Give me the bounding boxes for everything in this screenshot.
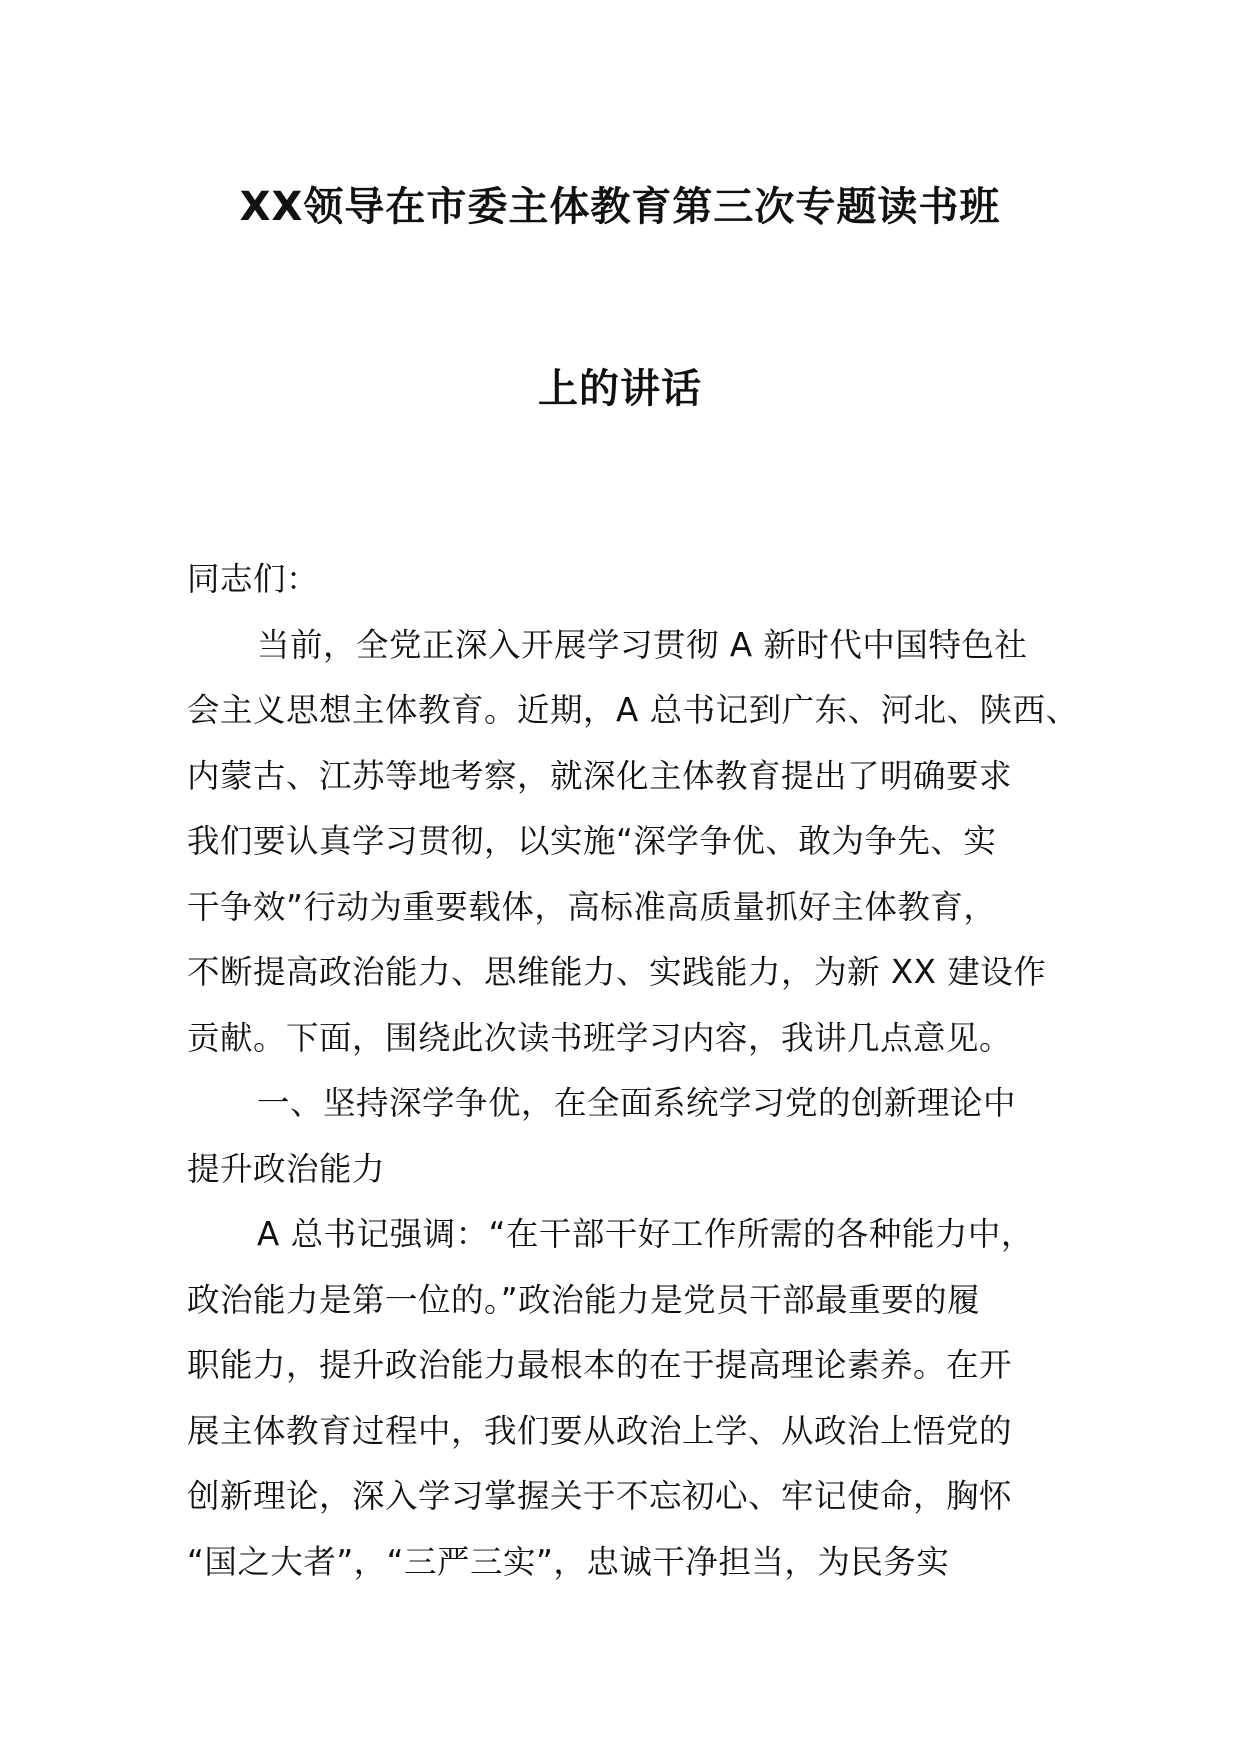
body-line: 贡献。下面，围绕此次读书班学习内容，我讲几点意见。 [187, 1018, 1013, 1057]
document-title-line-1: XX领导在市委主体教育第三次专题读书班 [239, 184, 1001, 230]
body-line: A 总书记强调：“在干部干好工作所需的各种能力中， [257, 1215, 1034, 1253]
body-line: 政治能力是第一位的。”政治能力是党员干部最重要的履 [187, 1280, 981, 1319]
body-line: 会主义思想主体教育。近期，A 总书记到广东、河北、陕西、 [187, 691, 1079, 729]
body-line: 展主体教育过程中，我们要从政治上学、从政治上悟党的 [187, 1411, 1013, 1450]
document-body [187, 547, 1079, 1595]
body-line: 不断提高政治能力、思维能力、实践能力，为新 XX 建设作 [187, 953, 1047, 991]
body-line: 职能力，提升政治能力最根本的在于提高理论素养。在开 [187, 1346, 1013, 1384]
body-line: 干争效”行动为重要载体，高标准高质量抓好主体教育， [187, 887, 997, 926]
body-line: 一、坚持深学争优，在全面系统学习党的创新理论中 [257, 1084, 1017, 1122]
body-line: 内蒙古、江苏等地考察，就深化主体教育提出了明确要求 [187, 756, 1013, 795]
body-line: 同志们： [187, 560, 320, 598]
body-line: 提升政治能力 [187, 1149, 386, 1188]
body-line: “国之大者”，“三严三实”，忠诚干净担当，为民务实 [187, 1542, 950, 1581]
body-line: 创新理论，深入学习掌握关于不忘初心、牢记使命，胸怀 [187, 1477, 1013, 1515]
body-line: 当前，全党正深入开展学习贯彻 A 新时代中国特色社 [257, 625, 1028, 664]
document-title-line-2: 上的讲话 [538, 366, 702, 412]
body-line: 我们要认真学习贯彻，以实施“深学争优、敢为争先、实 [187, 822, 997, 860]
